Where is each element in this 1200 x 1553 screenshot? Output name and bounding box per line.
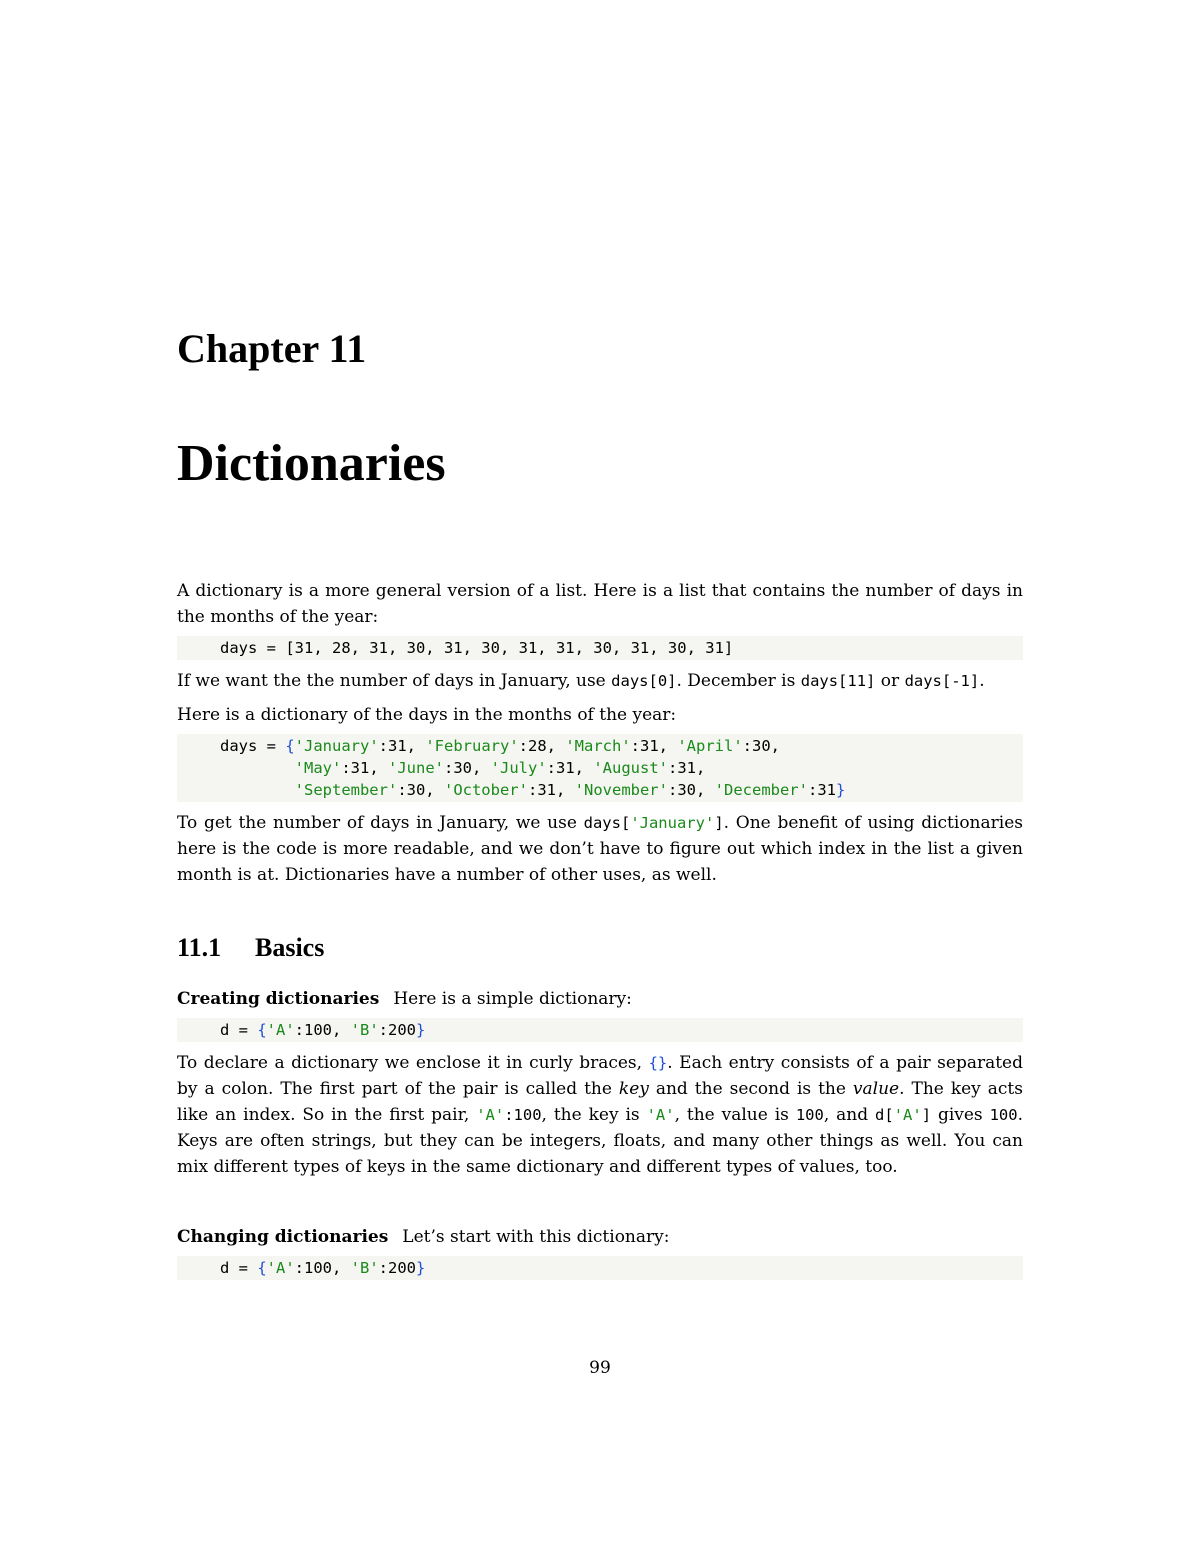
code-token: :31,: [630, 737, 678, 755]
paragraph-heading: Changing dictionaries: [177, 1227, 389, 1247]
code-token: :30,: [742, 737, 780, 755]
code-token: :200: [378, 1021, 416, 1039]
code-string: 'August': [593, 759, 668, 777]
text: .: [979, 671, 985, 691]
code-token: :30,: [444, 759, 491, 777]
code-token: :31: [807, 781, 836, 799]
code-brace: }: [416, 1259, 426, 1277]
page: [177, 0, 1023, 1553]
code-token: :28,: [518, 737, 566, 755]
code-days-list: days = [31, 28, 31, 30, 31, 30, 31, 31, 30, 31, 30, 31]: [220, 639, 734, 657]
code-token: :100,: [294, 1021, 351, 1039]
text: , the value is: [674, 1105, 796, 1125]
code-string: 'October': [443, 781, 528, 799]
inline-code: [875, 1106, 931, 1124]
code-string: 'December': [714, 781, 808, 799]
section-number: 11.1: [177, 933, 222, 962]
code-token: :31,: [378, 737, 426, 755]
changing-lead-paragraph: [177, 1224, 1023, 1250]
code-string: 'B': [350, 1021, 379, 1039]
code-string: 'July': [490, 759, 547, 777]
inline-code: [476, 1106, 541, 1124]
text: Let’s start with this dictionary:: [402, 1227, 670, 1247]
inline-code: 'A': [646, 1106, 675, 1124]
code-brace: }: [416, 1021, 426, 1039]
intro-paragraph-1: A dictionary is a more general version of a list. Here is a list that contains the number of days in the months of the year:: [177, 581, 1023, 627]
code-string: 'A': [476, 1106, 505, 1124]
code-indent: [220, 759, 295, 777]
page-body: [177, 578, 1023, 1288]
creating-lead-paragraph: [177, 986, 1023, 1012]
code-block-changing-dict: [177, 1256, 1023, 1280]
code-string: 'April': [677, 737, 743, 755]
code-string: 'A': [266, 1259, 295, 1277]
code-token: :31,: [668, 759, 706, 777]
term-value: value: [852, 1079, 900, 1099]
code-string: 'A': [893, 1106, 922, 1124]
chapter-label: Chapter 11: [177, 326, 367, 371]
code-string: 'B': [350, 1259, 379, 1277]
code-string: 'January': [630, 814, 715, 832]
code-string: 'A': [266, 1021, 295, 1039]
code-brace: {: [257, 1259, 267, 1277]
code-string: 'June': [388, 759, 444, 777]
code-token: :100: [504, 1106, 542, 1124]
inline-code: [584, 814, 724, 832]
text: . The key acts like an index. So in the first pair,: [177, 1079, 1023, 1125]
text: To declare a dictionary we enclose it in curly braces,: [177, 1053, 649, 1073]
code-token: d[: [875, 1106, 894, 1124]
code-block-simple-dict: [177, 1018, 1023, 1042]
text: Here is a simple dictionary:: [393, 989, 632, 1009]
chapter-title: Dictionaries: [177, 435, 446, 492]
code-token: d =: [220, 1021, 258, 1039]
text: . Keys are often strings, but they can be integers, floats, and many other things as well. You can mix different types of keys in the same dictionary and different types of values, too.: [177, 1105, 1023, 1177]
text: , the key is: [541, 1105, 647, 1125]
inline-code: {}: [648, 1054, 668, 1072]
code-brace: {: [285, 737, 295, 755]
code-token: d =: [220, 1259, 258, 1277]
text: or: [875, 671, 905, 691]
code-brace: {: [257, 1021, 267, 1039]
intro-paragraph-4: [177, 810, 1023, 888]
page-number: 99: [589, 1358, 611, 1378]
inline-code: days[-1]: [904, 672, 980, 690]
code-token: :100,: [294, 1259, 351, 1277]
text: and the second is the: [648, 1079, 853, 1099]
intro-paragraph-2: [177, 668, 1023, 694]
inline-code: 100: [989, 1106, 1018, 1124]
text: If we want the the number of days in January, use: [177, 671, 612, 691]
code-token: days =: [220, 737, 286, 755]
intro-paragraph-3: Here is a dictionary of the days in the months of the year:: [177, 705, 677, 725]
text: , and: [823, 1105, 876, 1125]
inline-code: 100: [795, 1106, 824, 1124]
code-string: 'September': [294, 781, 398, 799]
code-token: ]: [714, 814, 724, 832]
code-string: 'March': [565, 737, 631, 755]
code-string: 'February': [425, 737, 519, 755]
text: . One benefit of using dictionaries here is the code is more readable, and we don’t have to figure out which index in the list a given month is at. Dictionaries have a number of other uses, as well.: [177, 813, 1023, 885]
code-block-days-list: [177, 636, 1023, 660]
code-token: :30,: [667, 781, 715, 799]
code-token: days[: [583, 814, 631, 832]
text: To get the number of days in January, we use: [177, 813, 584, 833]
text: gives: [931, 1105, 990, 1125]
code-token: :31,: [527, 781, 575, 799]
code-indent: [220, 781, 295, 799]
code-brace: }: [835, 781, 846, 799]
text: . Each entry consists of a pair separated by a colon. The first part of the pair is called the: [177, 1053, 1024, 1099]
code-string: 'May': [294, 759, 342, 777]
code-token: :30,: [397, 781, 444, 799]
text: . December is: [676, 671, 801, 691]
code-token: ]: [921, 1106, 932, 1124]
code-string: 'January': [294, 737, 379, 755]
section-title: Basics: [255, 933, 325, 962]
inline-code: days[11]: [800, 672, 876, 690]
inline-code: days[0]: [611, 672, 677, 690]
code-string: 'November': [574, 781, 668, 799]
code-token: :31,: [546, 759, 594, 777]
section-heading-basics: [177, 932, 1023, 964]
creating-paragraph: [177, 1050, 1023, 1180]
term-key: key: [618, 1079, 649, 1099]
code-token: :200: [378, 1259, 416, 1277]
paragraph-heading: Creating dictionaries: [177, 989, 380, 1009]
code-token: :31,: [341, 759, 388, 777]
code-block-days-dict: [177, 734, 1023, 802]
